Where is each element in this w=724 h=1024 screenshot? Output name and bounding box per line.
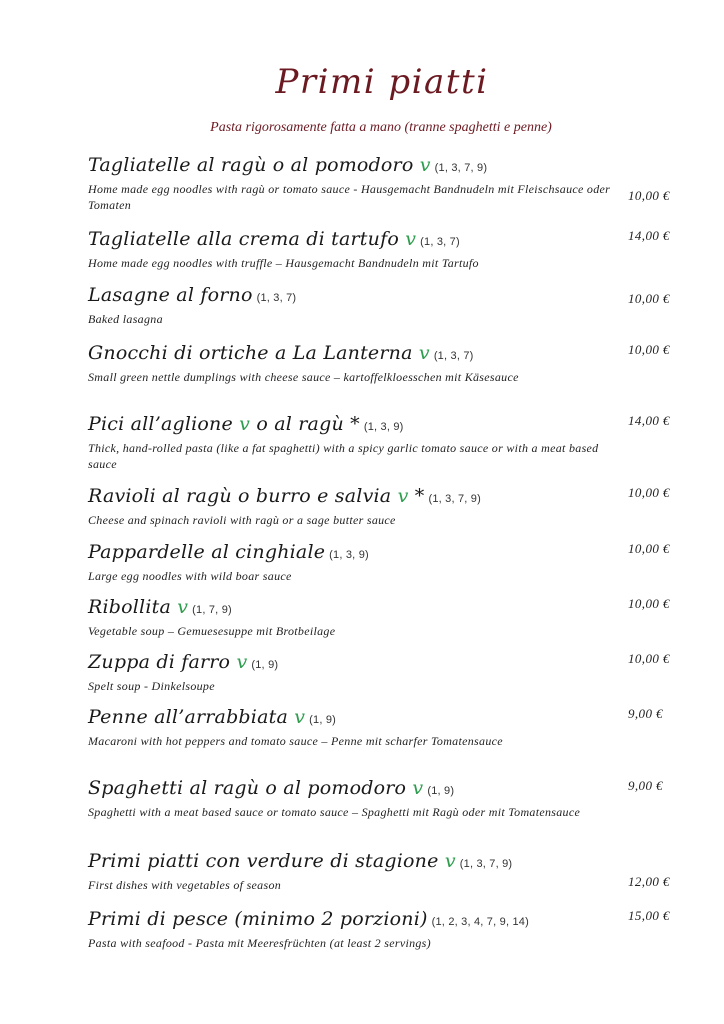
vegetarian-mark: v <box>294 706 306 728</box>
dish-description: Small green nettle dumplings with cheese sauce – kartoffelkloesschen mit Käsesauce <box>88 370 519 384</box>
dish-description: Pasta with seafood - Pasta mit Meeresfrüchten (at least 2 servings) <box>88 936 431 950</box>
menu-item <box>88 596 688 639</box>
dish-price: 10,00 € <box>628 541 670 556</box>
dish-description: Spaghetti with a meat based sauce or tomato sauce – Spaghetti mit Ragù oder mit Tomatensauce <box>88 805 581 819</box>
allergen-codes: (1, 3, 9) <box>329 549 369 561</box>
menu-item <box>88 908 688 951</box>
dish-name: Tagliatelle alla crema di tartufo v (1, 3, 7) <box>88 228 460 250</box>
vegetarian-mark: v <box>412 777 424 799</box>
vegetarian-mark: v <box>419 154 431 176</box>
dish-name: Zuppa di farro v (1, 9) <box>88 651 279 673</box>
allergen-codes: (1, 9) <box>309 714 337 726</box>
allergen-codes: (1, 9) <box>427 785 455 797</box>
dish-name: Penne all’arrabbiata v (1, 9) <box>88 706 337 728</box>
dish-price: 14,00 € <box>628 228 670 243</box>
dish-description: Spelt soup - Dinkelsoupe <box>88 679 215 693</box>
dish-name: Primi di pesce (minimo 2 porzioni) (1, 2, 3, 4, 7, 9, 14) <box>88 908 529 930</box>
allergen-codes: (1, 3, 7) <box>433 350 474 362</box>
allergen-codes: (1, 3, 9) <box>363 421 404 433</box>
vegetarian-mark: v <box>236 651 248 673</box>
dish-name: Spaghetti al ragù o al pomodoro v (1, 9) <box>88 777 455 799</box>
vegetarian-mark: v <box>418 342 430 364</box>
page-subtitle: Pasta rigorosamente fatta a mano (tranne spaghetti e penne) <box>210 120 552 135</box>
dish-description: Cheese and spinach ravioli with ragù or a sage butter sauce <box>88 513 396 527</box>
page-title: Primi piatti <box>275 62 489 102</box>
menu-item <box>88 850 688 893</box>
allergen-codes: (1, 3, 7, 9) <box>434 162 488 174</box>
dish-price: 12,00 € <box>628 874 670 889</box>
menu-item <box>88 541 688 584</box>
dish-name: Primi piatti con verdure di stagione v (1, 3, 7, 9) <box>88 850 513 872</box>
allergen-codes: (1, 7, 9) <box>192 604 232 616</box>
allergen-codes: (1, 3, 7) <box>420 236 460 248</box>
dish-price: 10,00 € <box>628 342 670 357</box>
dish-description: Home made egg noodles with truffle – Hausgemacht Bandnudeln mit Tartufo <box>88 256 479 270</box>
dish-price: 9,00 € <box>628 706 663 721</box>
allergen-codes: (1, 3, 7, 9) <box>428 493 481 505</box>
dish-name: Lasagne al forno (1, 3, 7) <box>88 284 297 306</box>
dish-price: 10,00 € <box>628 188 670 203</box>
dish-name: Ribollita v (1, 7, 9) <box>88 596 232 618</box>
dish-name: Pappardelle al cinghiale (1, 3, 9) <box>88 541 369 563</box>
dish-price: 9,00 € <box>628 778 663 793</box>
dish-price: 10,00 € <box>628 651 670 666</box>
dish-description: Thick, hand-rolled pasta (like a fat spaghetti) with a spicy garlic tomato sauce or with a meat based sauce <box>88 441 599 471</box>
dish-price: 15,00 € <box>628 908 670 923</box>
menu-item <box>88 228 688 271</box>
dish-description: Baked lasagna <box>88 312 163 326</box>
menu-item <box>88 154 688 213</box>
dish-price: 14,00 € <box>628 413 670 428</box>
menu-item <box>88 706 688 749</box>
vegetarian-mark: v <box>397 485 409 507</box>
dish-description: Vegetable soup – Gemuesesuppe mit Brotbeilage <box>88 624 336 638</box>
dish-name: Ravioli al ragù o burro e salvia v * (1, 3, 7, 9) <box>88 485 481 507</box>
vegetarian-mark: v <box>444 850 456 872</box>
dish-name: Pici all’aglione v o al ragù * (1, 3, 9) <box>88 413 404 435</box>
allergen-codes: (1, 3, 7) <box>256 292 297 304</box>
allergen-codes: (1, 3, 7, 9) <box>459 858 513 870</box>
menu-item <box>88 413 688 472</box>
dish-price: 10,00 € <box>628 291 670 306</box>
vegetarian-mark: v <box>177 596 189 618</box>
dish-description: Macaroni with hot peppers and tomato sauce – Penne mit scharfer Tomatensauce <box>88 734 503 748</box>
dish-name: Gnocchi di ortiche a La Lanterna v (1, 3, 7) <box>88 342 474 364</box>
menu-item <box>88 485 688 528</box>
vegetarian-mark: v <box>239 413 251 435</box>
dish-description: Home made egg noodles with ragù or tomato sauce - Hausgemacht Bandnudeln mit Fleischsauce oder Tomaten <box>88 182 611 212</box>
allergen-codes: (1, 2, 3, 4, 7, 9, 14) <box>431 916 529 928</box>
dish-price: 10,00 € <box>628 485 670 500</box>
menu-item <box>88 284 688 327</box>
allergen-codes: (1, 9) <box>251 659 279 671</box>
dish-description: Large egg noodles with wild boar sauce <box>88 569 292 583</box>
dish-description: First dishes with vegetables of season <box>88 878 282 892</box>
dish-name: Tagliatelle al ragù o al pomodoro v (1, 3, 7, 9) <box>88 154 488 176</box>
vegetarian-mark: v <box>405 228 417 250</box>
menu-item <box>88 651 688 694</box>
dish-price: 10,00 € <box>628 596 670 611</box>
menu-item <box>88 777 688 820</box>
menu-item <box>88 342 688 385</box>
